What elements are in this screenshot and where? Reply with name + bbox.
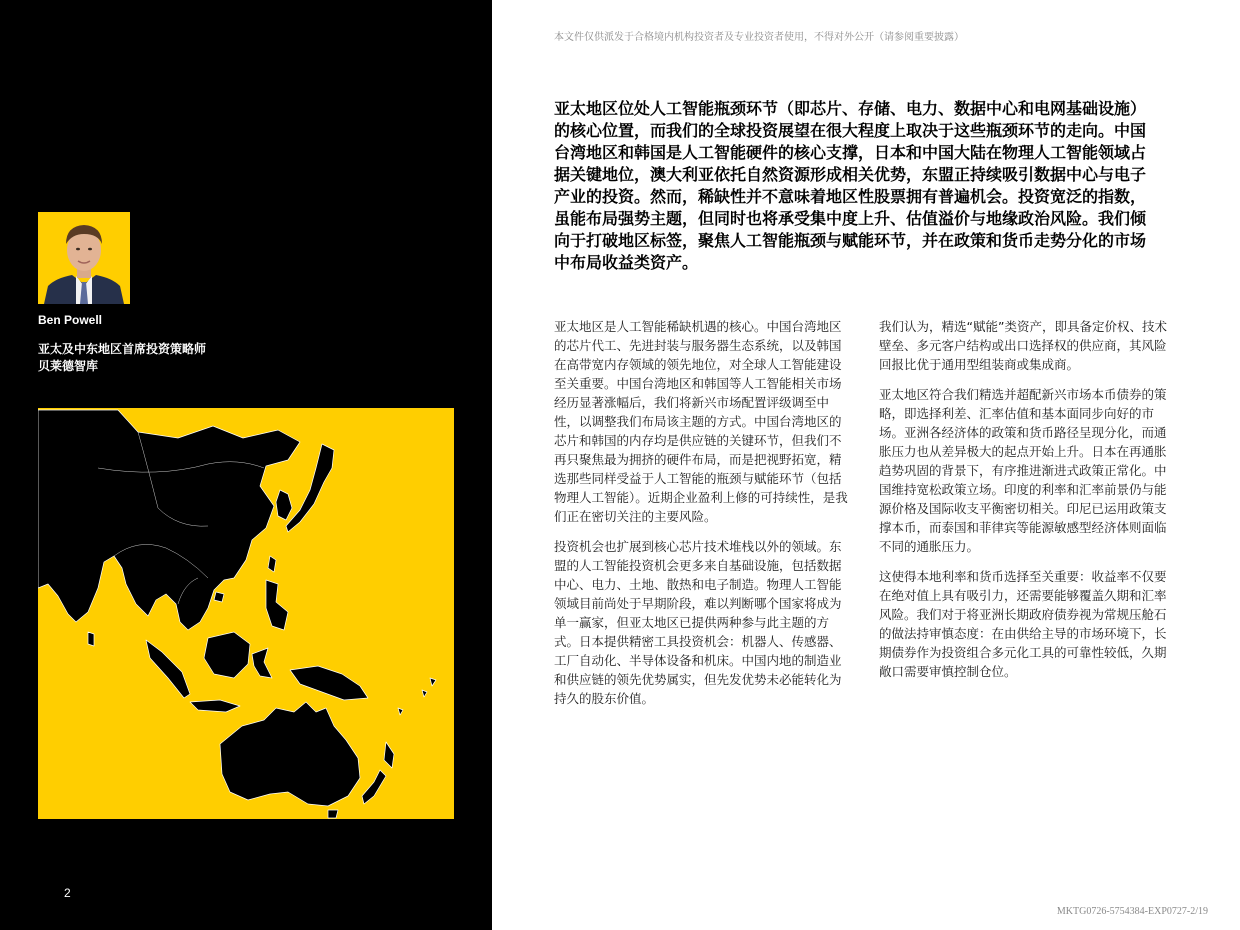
left-sidebar-panel: [0, 0, 492, 930]
author-name: Ben Powell: [38, 313, 103, 327]
body-column-right: [879, 317, 1177, 692]
body-paragraph: 这使得本地利率和货币选择至关重要：收益率不仅要在绝对值上具有吸引力，还需要能够覆盖久期和汇率风险。我们对于将亚洲长期政府债券视为常规压舱石的做法持审慎态度：在由供给主导的市场环境下，长期债券作为投资组合多元化工具的可靠性较低，久期敞口需要审慎控制仓位。: [879, 569, 1167, 679]
page-number: 2: [64, 886, 71, 900]
body-column-left: [554, 317, 852, 719]
body-paragraph: 亚太地区符合我们精选并超配新兴市场本币债券的策略，即选择利差、汇率估值和基本面同步向好的市场。亚洲各经济体的政策和货币路径呈现分化，而通胀压力也从差异极大的起点开始上升。日本在再通胀趋势巩固的背景下，有序推进渐进式政策正常化。中国维持宽松政策立场。印度的利率和汇率前景仍与能源价格及国际收支平衡密切相关。印尼已运用政策支撑本币，而泰国和菲律宾等能源敏感型经济体则面临不同的通胀压力。: [879, 387, 1167, 554]
body-paragraph: 亚太地区是人工智能稀缺机遇的核心。中国台湾地区的芯片代工、先进封装与服务器生态系统，以及韩国在高带宽内存领域的领先地位，对全球人工智能建设至关重要。中国台湾地区和韩国等人工智能相关市场经历显著涨幅后，我们将新兴市场配置评级调至中性，以调整我们布局该主题的方式。中国台湾地区的芯片和韩国的内存均是供应链的关键环节，但我们不再只聚焦最为拥挤的硬件布局，而是把视野拓宽，精选那些同样受益于人工智能的瓶颈与赋能环节（包括物理人工智能）。近期企业盈利上修的可持续性，是我们正在密切关注的主要风险。: [554, 319, 848, 524]
author-title: [38, 341, 298, 375]
lead-paragraph: 亚太地区位处人工智能瓶颈环节（即芯片、存储、电力、数据中心和电网基础设施）的核心位置，而我们的全球投资展望在很大程度上取决于这些瓶颈环节的走向。中国台湾地区和韩国是人工智能硬件的核心支撑，日本和中国大陆在物理人工智能领域占据关键地位，澳大利亚依托自然资源形成相关优势，东盟正持续吸引数据中心与电子产业的投资。然而，稀缺性并不意味着地区性股票拥有普遍机会。投资宽泛的指数，虽能布局强势主题，但同时也将承受集中度上升、估值溢价与地缘政治风险。我们倾向于打破地区标签，聚焦人工智能瓶颈与赋能环节，并在政策和货币走势分化的市场中布局收益类资产。: [554, 99, 1147, 272]
author-title-line-1: 亚太及中东地区首席投资策略师: [38, 342, 207, 356]
body-paragraph: 我们认为，精选“赋能”类资产，即具备定价权、技术壁垒、多元客户结构或出口选择权的供应商，其风险回报比优于通用型组装商或集成商。: [879, 319, 1167, 372]
document-code: MKTG0726-5754384-EXP0727-2/19: [1056, 906, 1208, 917]
author-photo: [38, 212, 130, 304]
asia-pacific-map: [38, 408, 454, 819]
body-paragraph: 投资机会也扩展到核心芯片技术堆栈以外的领域。东盟的人工智能投资机会更多来自基础设施，包括数据中心、电力、土地、散热和电子制造。物理人工智能领域目前尚处于早期阶段，难以判断哪个国家将成为单一赢家，但亚太地区已提供两种参与此主题的方式。日本提供精密工具投资机会：机器人、传感器、工厂自动化、半导体设备和机床。中国内地的制造业和供应链的领先优势属实，但先发优势未必能转化为持久的股东价值。: [554, 539, 842, 706]
author-title-line-2: 贝莱德智库: [38, 359, 99, 373]
disclaimer-header: 本文件仅供派发于合格境内机构投资者及专业投资者使用，不得对外公开（请参阅重要披露）: [554, 32, 964, 43]
